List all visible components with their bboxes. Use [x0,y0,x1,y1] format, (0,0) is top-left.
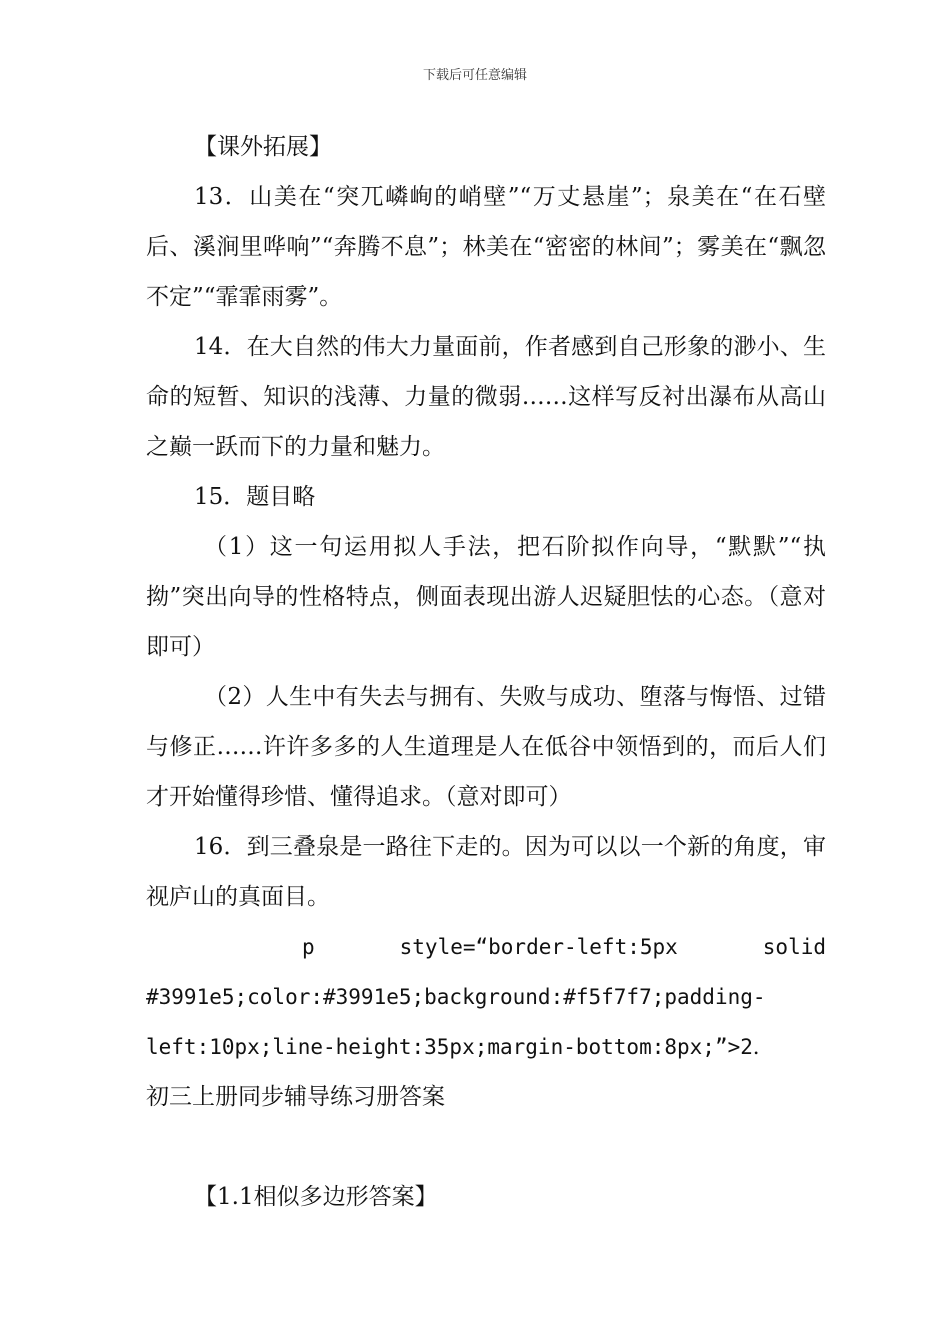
page-header: 下载后可任意编辑 [422,68,527,83]
answer-16: 16．到三叠泉是一路往下走的。因为可以以一个新的角度，审视庐山的真面目。 [146,834,826,910]
document-body [146,122,826,1222]
answer-15-part-2: （2）人生中有失去与拥有、失败与成功、堕落与悔悟、过错与修正……许许多多的人生道理是人在低谷中领悟到的，而后人们才开始懂得珍惜、懂得追求。（意对即可） [146,684,826,810]
answer-15-part-1: （1）这一句运用拟人手法，把石阶拟作向导，“默默”“执拗”突出向导的性格特点，侧面表现出游人迟疑胆怯的心态。（意对即可） [146,534,826,660]
section-heading: 【课外拓展】 [194,134,332,160]
next-section-heading: 【1.1相似多边形答案】 [194,1184,438,1210]
answer-14: 14．在大自然的伟大力量面前，作者感到自己形象的渺小、生命的短暂、知识的浅薄、力量的微弱……这样写反衬出瀑布从高山之巅一跃而下的力量和魅力。 [146,334,826,460]
answer-15: 15．题目略 [194,484,316,510]
answer-13: 13．山美在“突兀嶙峋的峭壁”“万丈悬崖”；泉美在“在石壁后、溪涧里哗响”“奔腾不息”；林美在“密密的林间”；雾美在“飘忽不定”“霏霏雨雾”。 [146,184,826,310]
spacer [146,1122,826,1172]
next-document-title: 初三上册同步辅导练习册答案 [146,1084,445,1110]
stray-html-code: p style=“border-left:5px solid #3991e5;color:#3991e5;background:#f5f7f7;padding-left:10px;line-height:35px;margin-bottom:8px;”>2． [146,935,826,1059]
